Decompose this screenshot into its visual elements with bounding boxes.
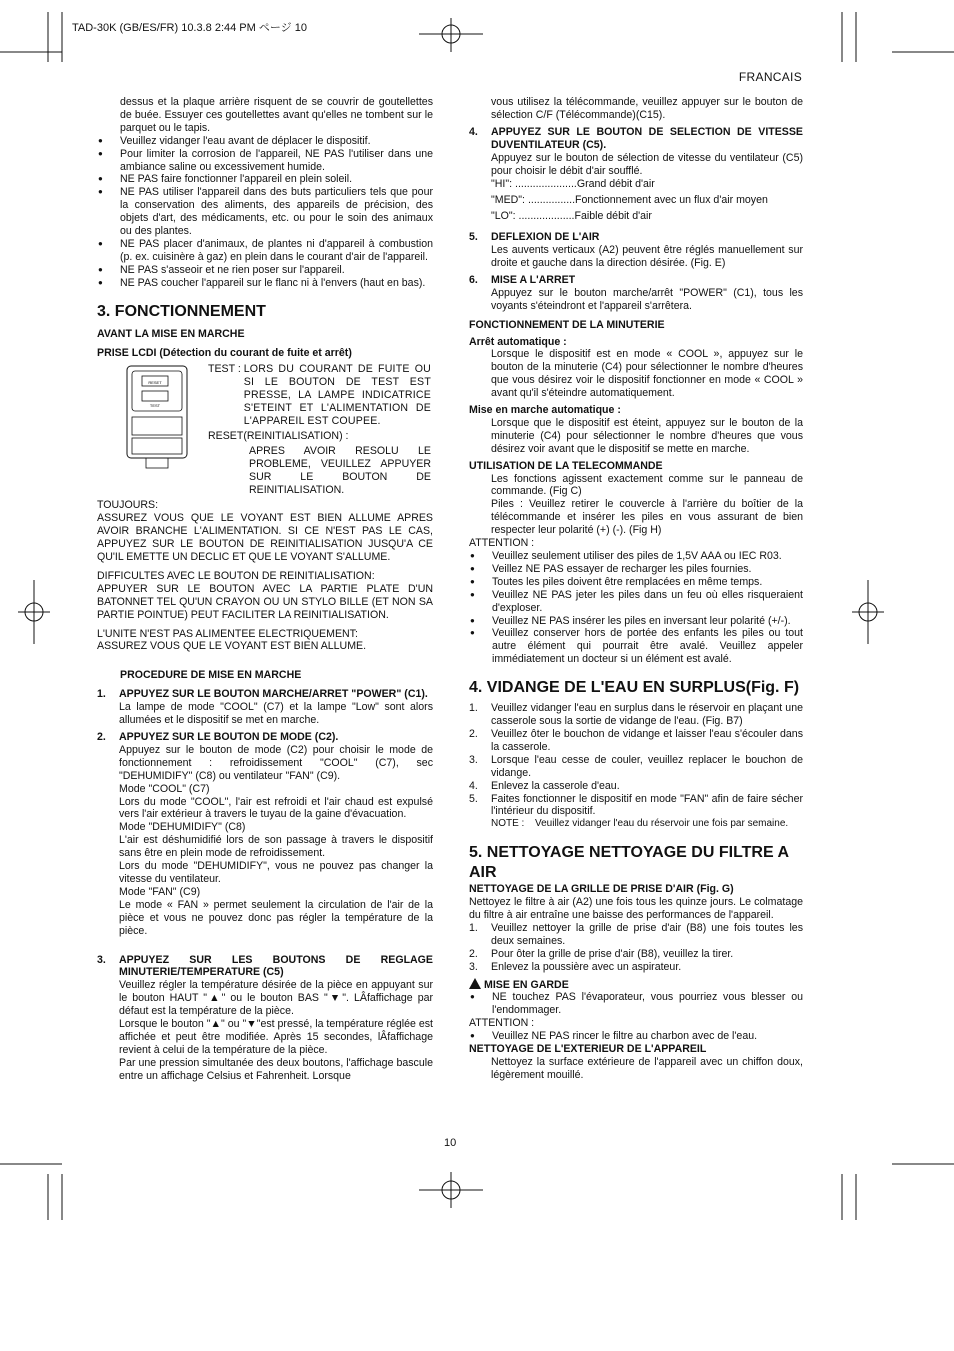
test-term: TEST : — [208, 363, 244, 376]
item-text: Veuillez nettoyer la grille de prise d'air (B8) une fois toutes les deux semaines. — [491, 921, 803, 947]
item-text: Pour ôter la grille de prise d'air (B8), veuillez la tirer. — [491, 947, 734, 960]
item-text: Enlevez la casserole d'eau. — [491, 779, 620, 792]
step-text: Appuyez sur le bouton de mode (C2) pour choisir le mode de fonctionnement : refroidissement "COOL" (C7), sec "DEHUMIDIFY" (C8) ou ventilateur "FAN" (C9). — [119, 743, 433, 782]
language-label: FRANCAIS — [738, 70, 802, 84]
item-number: 2. — [469, 727, 478, 740]
step-text: Lors du mode "DEHUMIDIFY", vous ne pouvez pas changer la vitesse du ventilateur. — [119, 860, 433, 885]
list-item: ● NE PAS coucher l'appareil sur le flanc ni à l'envers (haut en bas). — [97, 277, 433, 290]
speed-value: Faible débit d'air — [574, 210, 652, 223]
item-number: 1. — [469, 702, 478, 715]
item-text: Veuillez ôter le bouchon de vidange et laisser l'eau s'écouler dans la casserole. — [491, 727, 803, 753]
step-text: Appuyez sur le bouton marche/arrêt "POWER" (C1), tous les voyants s'éteindront et l'appareil s'arrêtera. — [491, 286, 803, 312]
item-text: Veuillez vidanger l'eau en surplus dans le réservoir en plaçant une casserole sous la sortie de vidange de l'eau. (Fig. B7) — [491, 702, 803, 728]
list-item: ● Veuillez NE PAS insérer les piles en inversant leur polarité (+/-). — [469, 615, 803, 628]
subsection-title: Arrêt automatique : — [469, 335, 567, 348]
right-column — [469, 96, 803, 1082]
list-item — [469, 961, 803, 974]
item-number: 1. — [469, 921, 478, 934]
list-item — [469, 702, 803, 728]
step-text: Mode "COOL" (C7) — [119, 782, 210, 795]
speed-row — [491, 194, 803, 207]
speed-value: Fonctionnement avec un flux d'air moyen — [575, 194, 768, 207]
paragraph: Nettoyez le filtre à air (A2) une fois tous les quinze jours. Le colmatage du filtre à air entraîne une baisse des performances de l'appareil. — [469, 896, 803, 922]
subsection-title: Mise en marche automatique : — [469, 404, 621, 417]
section-title: 5. NETTOYAGE NETTOYAGE DU FILTRE A AIR — [469, 844, 789, 882]
step-number: 1. — [97, 688, 106, 701]
step-1 — [97, 688, 433, 727]
subsection-title: PROCEDURE DE MISE EN MARCHE — [120, 669, 302, 682]
step-text: Mode "FAN" (C9) — [119, 885, 201, 898]
step-text: Appuyez sur le bouton de sélection de vitesse du ventilateur (C5) pour choisir le débit d'air soufflé. — [491, 151, 803, 177]
list-item: ● NE touchez PAS l'évaporateur, vous pourriez vous blesser ou l'endommager. — [469, 991, 803, 1017]
paragraph: Lorsque le dispositif est en mode « COOL », appuyez sur le bouton de la minuterie (C4) pour sélectionner le nombre d'heures que vous désirez voir le dispositif fonctionner en mode « COOL » avant qu'il s'éteindre automatiquement. — [491, 348, 803, 400]
lcdi-plug-figure — [126, 365, 188, 469]
intro-paragraph: dessus et la plaque arrière risquent de se couvrir de goutellettes de buée. Essuyer ces goutellettes avant qu'elles ne tombent sur le parquet ou le tapis. — [120, 96, 433, 134]
item-number: 2. — [469, 947, 478, 960]
list-item: ● Veuillez vidanger l'eau avant de déplacer le dispositif. — [97, 135, 433, 148]
unite-text: ASSUREZ VOUS QUE LE VOYANT EST BIEN ALLUME. — [97, 640, 367, 653]
section-title: 4. VIDANGE DE L'EAU EN SURPLUS(Fig. F) — [469, 679, 800, 697]
reset-term: RESET(REINITIALISATION) : — [208, 429, 349, 442]
step-text: Mode "DEHUMIDIFY" (C8) — [119, 821, 246, 834]
step-number: 5. — [469, 231, 478, 244]
continued-text: vous utilisez la télécommande, veuillez appuyer sur le bouton de sélection C/F (Télécommande)(C15). — [491, 96, 803, 121]
list-item: ● NE PAS utiliser l'appareil dans des buts particuliers tels que pour la conservation des aliments, des appareils de précision, des objets d'art, des médicaments, etc. ou pour le soin des animaux ou des plantes. — [97, 186, 433, 238]
step-number: 3. — [97, 953, 106, 966]
reset-label: RESET — [148, 380, 162, 386]
list-item: ● Pour limiter la corrosion de l'appareil, NE PAS l'utiliser dans une ambiance saline ou excessivement humide. — [97, 148, 433, 174]
caution-heading — [469, 978, 803, 992]
step-title: DEFLEXION DE L'AIR — [491, 231, 600, 244]
step-text: Lors du mode "COOL", l'air est refroidi et l'air chaud est expulsé vers l'air extérieur à travers le tuyau de la gaine d'évacuation. — [119, 795, 433, 821]
subsection-title: AVANT LA MISE EN MARCHE — [97, 327, 245, 340]
item-text: Enlevez la poussière avec un aspirateur. — [491, 960, 682, 973]
step-6 — [469, 274, 803, 313]
list-item — [469, 922, 803, 948]
paragraph: Piles : Veuillez retirer le couvercle à l'arrière du boîtier de la télécommande et insérer les piles en vous assurant de bien respecter leur polarité (+) (-). (Fig H) — [491, 498, 803, 537]
note-text: Veuillez vidanger l'eau du réservoir une fois par semaine. — [535, 818, 789, 830]
list-item: ● NE PAS placer d'animaux, de plantes ni d'appareil à combustion (p. ex. cuisinère à gaz) en plein dans le courant d'air de l'appareil. — [97, 238, 433, 264]
list-item: ● Veillez NE PAS essayer de recharger les piles fournies. — [469, 563, 803, 576]
speed-key: "LO": — [491, 210, 519, 223]
step-title: APPUYEZ SUR LES BOUTONS DE REGLAGE MINUTERIE/TEMPERATURE (C5) — [119, 953, 433, 979]
speed-key: "HI": — [491, 178, 516, 191]
item-text: Lorsque l'eau cesse de couler, veuillez replacer le bouchon de vidange. — [491, 753, 803, 779]
subsection-title: NETTOYAGE DE L'EXTERIEUR DE L'APPAREIL — [469, 1043, 707, 1056]
caution-title: MISE EN GARDE — [484, 978, 569, 991]
item-number: 3. — [469, 753, 478, 766]
paragraph: Lorsque que le dispositif est éteint, appuyez sur le bouton de la minuterie (C4) pour sélectionner le nombre d'heures que vous désirez voir avant que le dispositif se mette en marche. — [491, 416, 803, 455]
subsection-title: UTILISATION DE LA TELECOMMANDE — [469, 459, 663, 472]
note-label: NOTE : — [491, 818, 525, 830]
item-number: 4. — [469, 779, 478, 792]
list-item: ● Veuillez seulement utiliser des piles de 1,5V AAA ou IEC R03. — [469, 550, 803, 563]
list-item — [469, 948, 803, 961]
step-text: Le mode « FAN » permet seulement la circulation de l'air de la pièce et vous ne pouvez donc pas régler la température de la pièce. — [119, 898, 433, 937]
warning-icon — [469, 978, 481, 989]
lcdi-test-block — [97, 363, 433, 499]
step-text: Veuillez régler la température désirée de la pièce en appuyant sur le bouton HAUT "▲" ou le bouton BAS "▼". LÂfaffichage par défaut est la température de la pièce. — [119, 979, 433, 1018]
step-2 — [97, 731, 433, 938]
difficultes-label: DIFFICULTES AVEC LE BOUTON DE REINITIALISATION: — [97, 569, 375, 582]
list-item: ● Veuillez conserver hors de portée des enfants les piles ou tout autre élément qui pourrait être avalé. Veuillez appeler immédiatement un docteur si un élément est avalé. — [469, 627, 803, 666]
item-number: 5. — [469, 792, 478, 805]
paragraph: Nettoyez la surface extérieure de l'appareil avec un chiffon doux, légèrement mouillé. — [491, 1056, 803, 1081]
test-description: LORS DU COURANT DE FUITE OU SI LE BOUTON DE TEST EST PRESSE, LA LAMPE INDICATRICE S'ETEINT ET L'ALIMENTATION DE L'APPAREIL EST COUPEE. — [243, 363, 431, 428]
step-text: Les auvents verticaux (A2) peuvent être réglés manuellement sur droite et gauche dans la direction désirée. (Fig. E) — [491, 244, 803, 269]
list-item: ● Veuillez NE PAS jeter les piles dans un feu où elles risqueraient d'exploser. — [469, 589, 803, 615]
step-text: Lorsque le bouton "▲" ou "▼"est pressé, la température réglée est affichée et peut être modifiée. Après 15 secondes, lÂfaffichage revient à celui de la température de la pièce. — [119, 1018, 433, 1056]
section-title: 3. FONCTIONNEMENT — [97, 302, 266, 320]
speed-dots: ................... — [518, 210, 575, 223]
page-number: 10 — [444, 1137, 457, 1149]
step-text: L'air est déshumidifié lors de son passage à travers le dispositif sans être en plein mode de refroidissement. — [119, 834, 433, 860]
item-number: 3. — [469, 960, 478, 973]
lcdi-text — [208, 363, 431, 496]
toujours-text: ASSUREZ VOUS QUE LE VOYANT EST BIEN ALLUME APRES AVOIR BRANCHE L'ALIMENTATION. SI CE N'EST PAS LE CAS, APPUYEZ SUR LE BOUTON DE REINITIALISATION JUSQU'A CE QU'IL EMETTE UN DECLIC ET QUE LE VOYANT S'ALLUME. — [97, 512, 433, 564]
speed-row — [491, 210, 803, 223]
difficultes-text: APPUYER SUR LE BOUTON AVEC LA PARTIE PLATE D'UN BATONNET TEL QU'UN CRAYON OU UN STYLO BILLE (ET NON SA PARTIE POINTUE) PEUT FACILITER LA REINITIALISATION. — [97, 582, 433, 621]
attention-label: ATTENTION : — [469, 537, 535, 550]
speed-row — [491, 178, 803, 191]
subsection-title: PRISE LCDI (Détection du courant de fuite et arrêt) — [97, 346, 352, 359]
unite-label: L'UNITE N'EST PAS ALIMENTEE ELECTRIQUEMENT: — [97, 627, 358, 640]
list-item — [469, 728, 803, 754]
test-label: TEST — [149, 403, 161, 409]
speed-key: "MED": — [491, 194, 528, 207]
step-number: 4. — [469, 125, 478, 138]
toujours-label: TOUJOURS: — [97, 499, 159, 512]
step-number: 2. — [97, 731, 106, 743]
step-number: 6. — [469, 273, 478, 286]
note — [469, 818, 803, 831]
print-file-info: TAD-30K (GB/ES/FR) 10.3.8 2:44 PM ページ 10 — [72, 22, 307, 34]
speed-value: Grand débit d'air — [576, 178, 655, 191]
step-5 — [469, 231, 803, 270]
list-item — [469, 780, 803, 793]
step-title: APPUYEZ SUR LE BOUTON DE SELECTION DE VITESSE DUVENTILATEUR (C5). — [491, 125, 803, 151]
step-title: APPUYEZ SUR LE BOUTON DE MODE (C2). — [119, 731, 339, 743]
step-text: La lampe de mode "COOL" (C7) et la lampe "Low" sont alors allumées et le dispositif se met en marche. — [119, 701, 433, 727]
list-item: ● NE PAS s'asseoir et ne rien poser sur l'appareil. — [97, 264, 433, 277]
subsection-title: FONCTIONNEMENT DE LA MINUTERIE — [469, 318, 665, 331]
subsection-title: NETTOYAGE DE LA GRILLE DE PRISE D'AIR (Fig. G) — [469, 883, 734, 896]
list-item: ● NE PAS faire fonctionner l'appareil en plein soleil. — [97, 173, 433, 186]
speed-dots: ................ — [527, 194, 576, 207]
reset-description: APRES AVOIR RESOLU LE PROBLEME, VEUILLEZ APPUYER SUR LE BOUTON DE REINITIALISATION. — [249, 444, 431, 496]
list-item: ● Veuillez NE PAS rincer le filtre au charbon avec de l'eau. — [469, 1030, 803, 1043]
list-item: ● Toutes les piles doivent être remplacées en même temps. — [469, 576, 803, 589]
list-item — [469, 793, 803, 819]
step-title: MISE A L'ARRET — [491, 273, 576, 286]
paragraph: Les fonctions agissent exactement comme sur le panneau de commande. (Fig C) — [491, 472, 803, 498]
step-4 — [469, 126, 803, 223]
step-3 — [97, 954, 433, 1083]
step-text: Par une pression simultanée des deux boutons, l'affichage bascule entre un affichage Celsius et Fahrenheit. Lorsque — [119, 1056, 433, 1082]
speed-dots: ..................... — [515, 178, 577, 191]
item-text: Faites fonctionner le dispositif en mode "FAN" afin de faire sécher l'intérieur du dispositif. — [491, 792, 803, 818]
step-title: APPUYEZ SUR LE BOUTON MARCHE/ARRET "POWER" (C1). — [119, 688, 428, 701]
attention-label: ATTENTION : — [469, 1017, 535, 1030]
left-column — [97, 96, 433, 1083]
list-item — [469, 754, 803, 780]
